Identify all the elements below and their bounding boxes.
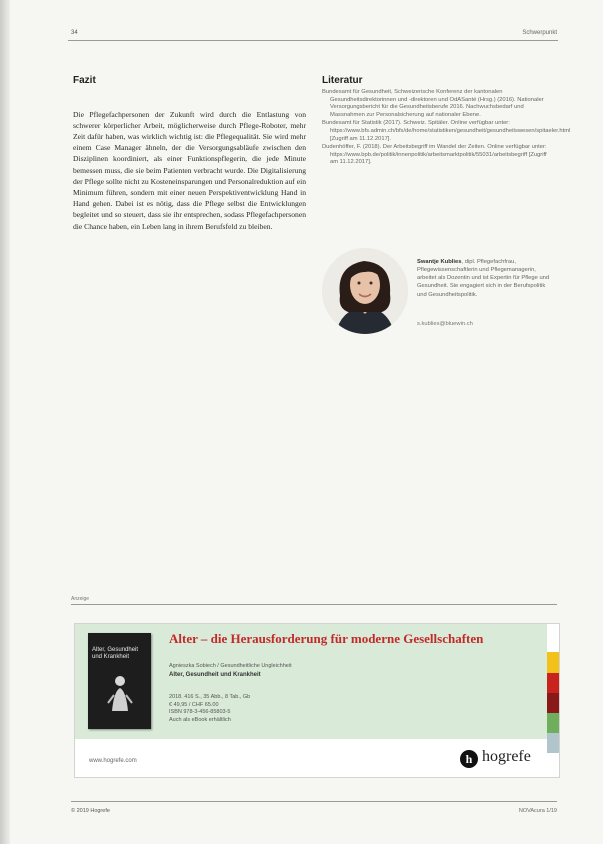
color-stripe: [547, 673, 559, 693]
hogrefe-logo-icon: h: [460, 750, 478, 768]
ad-details: [169, 694, 250, 724]
ad-book-title: Alter, Gesundheit und Krankheit: [169, 672, 261, 678]
color-stripe: [547, 733, 559, 753]
reference-item: Bundesamt für Gesundheit, Schweizerische Konferenz der kantonalen Gesundheitsdirektorinnen und -direktoren und OdASanté (Hrsg.) (2016). Nationaler Versorgungsbericht für die Gesundheitsberufe 2016. Nachwuchsbedarf und Massnahmen zur Personalsicherung auf nationaler Ebene.: [322, 89, 544, 118]
reference-item: Dudenhöffer, F. (2018). Der Arbeitsbegriff im Wandel der Zeiten. Online verfügbar unter: https://www.bpb.de/politik/innenpolitik/arbeitsmarktpolitik/55031/arbeitsbegriff [Zugriff am 11.12.2017].: [322, 144, 547, 166]
author-portrait: [322, 248, 408, 334]
section-label: Schwerpunkt: [522, 30, 557, 36]
fazit-paragraph: Die Pflegefachpersonen der Zukunft wird durch die Entlastung von schwerer körperlicher Arbeit, möglicherweise durch Pflege-Roboter, mehr Zeit dafür haben, was wirklich wichtig ist: die Pflegequalität. Sie wird mehr einem Case Manager ähneln, der die Versorgungsabläufe zwischen den Disziplinen koordiniert, als einer Funktionspflegerin, die jede Minute bemessen muss, die sie beim Patienten verbracht wurde. Die Digitalisierung der Pflege sollte nicht zu Kosteneinsparungen und Personalreduktion auf ein Minimum führen, sondern mit einer neuen Perspektiventwicklung Hand in Hand gehen. Dabei ist es nötig, dass die Pflege selbst die Entwicklungen begleitet und so steuert, dass sie ihr entsprechen, sodass Pflegefachpersonen die Chance haben, ein Leben lang in ihrem Berufsfeld zu bleiben.: [73, 109, 306, 231]
footer-rule: [71, 801, 557, 802]
author-bio-text: dipl. Pflegefachfrau, Pflegewissenschaftlerin und Pflegemanagerin, arbeitet als Dozentin und ist Expertin für Pflege und Gesundheit. Sie engagiert sich in der Berufspolitik und Gesundheitspolitik.: [417, 258, 550, 298]
book-cover[interactable]: [88, 633, 151, 729]
color-stripe: [547, 693, 559, 713]
literatur-heading: Literatur: [322, 75, 363, 87]
ad-label: Anzeige: [71, 596, 90, 602]
hogrefe-logo-text: hogrefe: [482, 748, 531, 765]
color-stripe: [547, 713, 559, 733]
ad-detail-line: € 49,95 / CHF 65.00: [169, 701, 219, 708]
ad-headline: Alter – die Herausforderung für moderne Gesellschaften: [169, 631, 484, 646]
ad-detail-line: 2018. 416 S., 35 Abb., 8 Tab., Gb: [169, 694, 251, 700]
reference-item: Bundesamt für Statistik (2017). Schweiz. Spitäler. Online verfügbar unter: https://www.bfs.admin.ch/bfs/de/home/statistiken/gesundheit/gesundheitswesen/spitaeler.html [Zugriff am 11.12.2017].: [322, 120, 571, 142]
author-bio: Swantje Kublies, dipl. Pflegefachfrau, Pflegewissenschaftlerin und Pflegemanagerin, arbeitet als Dozentin und ist Expertin für Pflege und Gesundheit. Sie engagiert sich in der Berufspolitik und Gesundheitspolitik.: [417, 258, 550, 298]
footer-copyright: © 2019 Hogrefe: [71, 808, 110, 814]
page-number: 34: [71, 30, 78, 36]
ad-authors: Agnieszka Sobiech / Gesundheitliche Ungleichheit: [169, 663, 292, 669]
author-email[interactable]: s.kublies@bluewin.ch: [417, 321, 473, 327]
book-advertisement[interactable]: [74, 623, 560, 778]
ad-detail-line: ISBN 978-3-456-85803-5: [169, 709, 231, 716]
author-name: Swantje Kublies: [417, 258, 462, 265]
footer-journal: NOVAcura 1/19: [518, 808, 557, 814]
publisher-url[interactable]: www.hogrefe.com: [89, 758, 137, 764]
binding-shadow: [0, 0, 10, 844]
color-stripe: [547, 652, 559, 673]
fazit-heading: Fazit: [73, 75, 96, 87]
book-cover-title: Alter, Gesundheit und Krankheit: [92, 647, 139, 660]
header-rule: [68, 40, 558, 41]
ad-detail-line: Auch als eBook erhältlich: [169, 716, 231, 723]
reference-list: [322, 89, 571, 168]
ad-rule: [71, 604, 557, 605]
